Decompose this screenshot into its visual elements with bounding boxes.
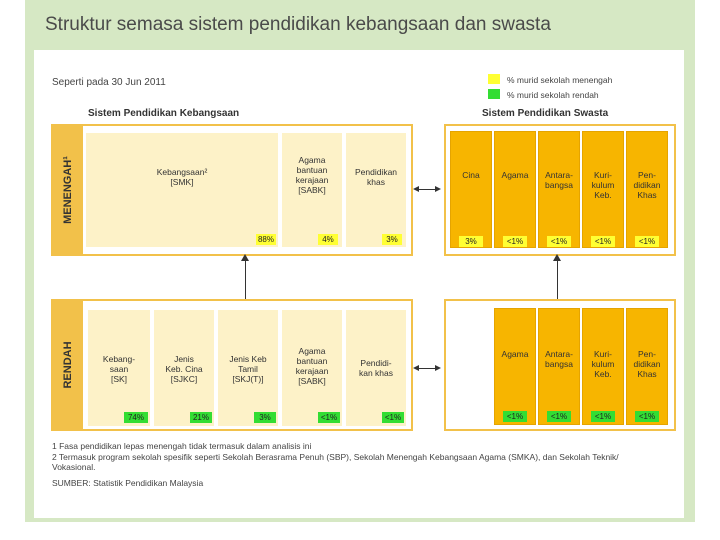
box-label: Pen- [638,349,656,359]
legend-swatch-rendah [488,89,500,99]
box-label: Khas [637,190,657,200]
box-private-kurikulum-rendah [582,308,624,425]
pct-badge: <1% [635,236,659,247]
box-label: [SK] [110,374,128,384]
box-pendidikan-khas-rendah [346,310,406,426]
arrow-head-left [413,365,419,371]
box-label: [SJKC] [170,374,198,384]
legend-swatch-menengah [488,74,500,84]
private-system-title: Sistem Pendidikan Swasta [482,108,609,119]
box-label: Jenis [174,354,194,364]
pct-badge: 3% [459,236,483,247]
arrow-head-right [435,186,441,192]
pct-badge: <1% [503,411,527,422]
box-private-antarabangsa [538,131,580,248]
box-label: Keb. [594,190,612,200]
box-label: saan [109,364,129,374]
box-private-antarabangsa-rendah [538,308,580,425]
legend-label-rendah: % murid sekolah rendah [507,90,599,100]
box-label: Khas [637,369,657,379]
pct-badge: <1% [547,411,571,422]
source-note: SUMBER: Statistik Pendidikan Malaysia [52,478,204,488]
footnote-1: 1 Fasa pendidikan lepas menengah tidak termasuk dalam analisis ini [52,441,312,451]
menengah-side-label: MENENGAH¹ [53,126,83,254]
arrow-head-up [553,254,561,261]
box-jenis-keb-cina [154,310,214,426]
box-label: bangsa [545,180,573,190]
box-label: kerajaan [295,175,329,185]
footnote-2: 2 Termasuk program sekolah spesifik seperti Sekolah Berasrama Penuh (SBP), Sekolah Menengah Kebangsaan Agama (SMKA), dan Sekolah Teknik/ [52,452,619,462]
box-label: Cina [462,170,480,180]
box-label: kulum [591,359,615,369]
box-label: Keb. [594,369,612,379]
box-agama-sabk-rendah [282,310,342,426]
box-pendidikan-khas [346,133,406,247]
pct-badge: <1% [318,412,340,423]
pct-badge: 3% [254,412,276,423]
legend-label-menengah: % murid sekolah menengah [507,75,613,85]
pct-badge: <1% [382,412,404,423]
box-private-kurikulum [582,131,624,248]
pct-badge: 74% [124,412,148,423]
box-label: didikan [633,359,661,369]
box-label: Agama [298,155,326,165]
box-agama-sabk [282,133,342,247]
box-label: bantuan [296,356,328,366]
box-jenis-keb-tamil [218,310,278,426]
box-label: Agama [298,346,326,356]
box-private-cina [450,131,492,248]
box-label: Pen- [638,170,656,180]
box-label: Pendidikan [354,167,398,177]
arrow-national-up [245,260,246,299]
national-system-title: Sistem Pendidikan Kebangsaan [88,108,240,119]
box-private-agama [494,131,536,248]
box-kebangsaan-smk [86,133,278,247]
date-label: Seperti pada 30 Jun 2011 [52,77,166,88]
box-label: Keb. Cina [165,364,203,374]
pct-badge: <1% [635,411,659,422]
box-label: Kuri- [594,349,612,359]
box-label: kulum [591,180,615,190]
box-label: Kuri- [594,170,612,180]
arrow-menengah-link [418,189,436,190]
pct-badge: <1% [591,236,615,247]
box-label: [SKJ(T)] [232,374,264,384]
pct-badge: <1% [503,236,527,247]
box-label: [SABK] [298,185,326,195]
box-label: [SMK] [170,177,194,187]
box-label: Jenis Keb [229,354,267,364]
pct-badge: 4% [318,234,338,245]
footnote-2-cont: Vokasional. [52,462,96,472]
box-label: bantuan [296,165,328,175]
box-label: Pendidi- [360,358,392,368]
box-label: khas [367,177,385,187]
box-label: didikan [633,180,661,190]
box-label: bangsa [545,359,573,369]
box-private-pendidikan-khas [626,131,668,248]
box-label: Kebang- [102,354,136,364]
rendah-side-label: RENDAH [53,301,83,429]
box-label: Antara- [545,349,573,359]
pct-badge: <1% [591,411,615,422]
box-label: Agama [501,349,529,359]
arrow-head-up [241,254,249,261]
box-label: Agama [501,170,529,180]
box-label: kan khas [358,368,394,378]
box-private-pendidikan-khas-rendah [626,308,668,425]
pct-badge: <1% [547,236,571,247]
page-title: Struktur semasa sistem pendidikan kebangsaan dan swasta [45,14,551,35]
box-label: Tamil [238,364,258,374]
arrow-head-left [413,186,419,192]
pct-badge: 21% [190,412,212,423]
box-private-agama-rendah [494,308,536,425]
box-label: [SABK] [298,376,326,386]
box-label: kerajaan [295,366,329,376]
box-kebangsaan-sk [88,310,150,426]
arrow-private-up [557,260,558,299]
arrow-head-right [435,365,441,371]
box-label: Kebangsaan² [156,167,208,177]
pct-badge: 3% [382,234,402,245]
pct-badge: 88% [257,235,274,244]
arrow-rendah-link [418,368,436,369]
box-label: Antara- [545,170,573,180]
